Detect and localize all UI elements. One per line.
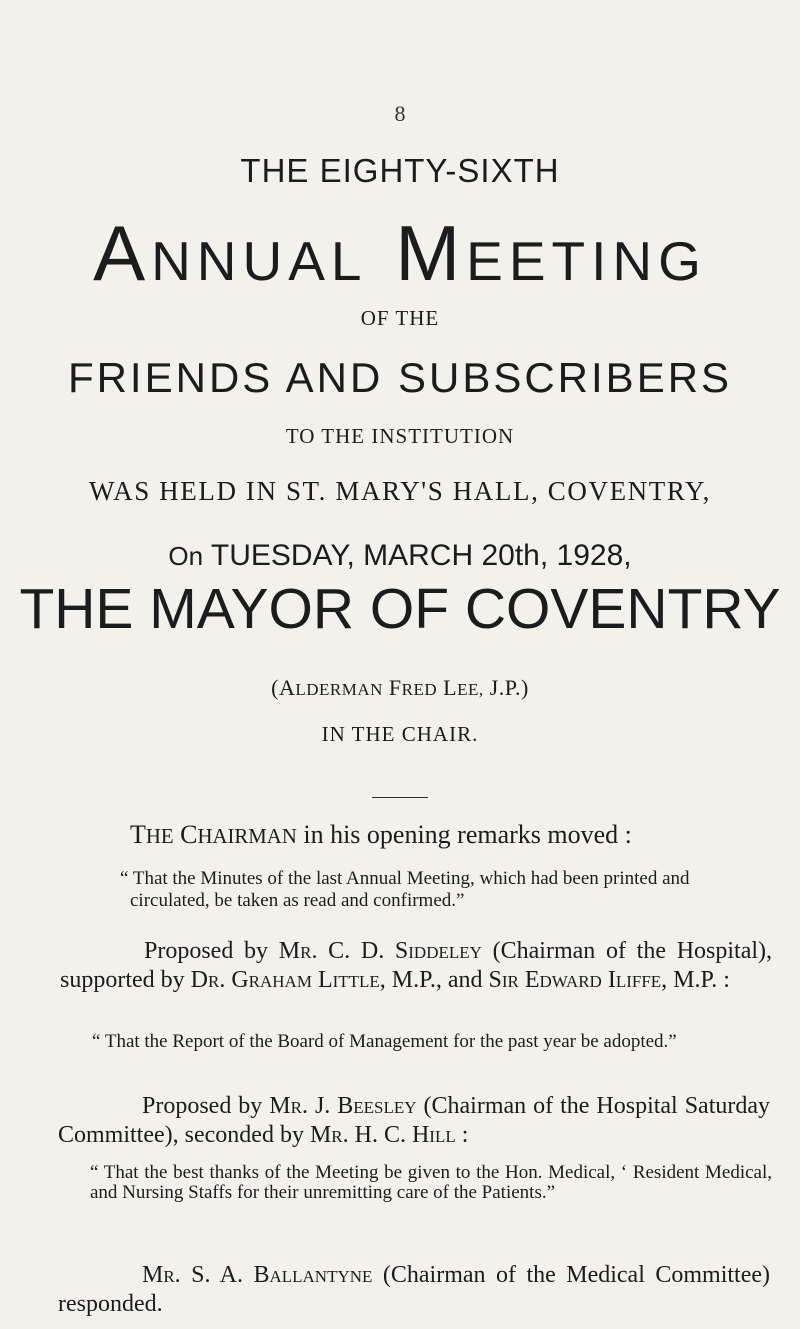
response-line (58, 1261, 770, 1319)
alderman-tail: J.P.) (489, 675, 529, 700)
page-number: 8 (394, 101, 406, 126)
alderman-rest: LDERMAN (295, 680, 383, 699)
chairman-hairman: HAIRMAN (197, 825, 297, 848)
proposal-report (60, 937, 772, 995)
heading-to-institution: TO THE INSTITUTION (285, 424, 515, 448)
heading-venue: WAS HELD IN ST. MARY'S HALL, COVENTRY, (89, 476, 711, 506)
prop2-role: (Chairman of the Hospital Saturday Committee), seconded by (58, 1093, 771, 1148)
heading-annual-meeting (0, 208, 800, 299)
prop1-supporter: Dr. Graham Little, M.P., (190, 967, 442, 993)
chair-title: THE MAYOR OF COVENTRY (19, 577, 781, 641)
fred-rest: RED (401, 680, 438, 699)
prop2-proposed: Proposed by (142, 1093, 263, 1119)
chairman-t: T (130, 820, 146, 849)
section-divider (372, 797, 428, 798)
prop2-colon: : (461, 1122, 469, 1148)
prop3-rest: (Chairman of the Medical Committee) responded. (58, 1262, 770, 1317)
chairman-he: HE (145, 825, 174, 848)
fred-f: F (388, 675, 402, 700)
meeting-date-on: On (168, 541, 204, 571)
prop1-supporter-2: Sir Edward Iliffe, M.P. (488, 967, 718, 993)
prop2-proposer: Mr. J. Beesley (269, 1093, 417, 1119)
prop1-proposed: Proposed by (144, 938, 269, 964)
motion-thanks-staff: “ That the best thanks of the Meeting be given to the Hon. Medical, ‘ Resident Medical, and Nursing Staffs for their unremitting care of the Patients.” (90, 1162, 772, 1203)
prop1-and: and (447, 967, 483, 993)
proposal-thanks (58, 1092, 770, 1150)
meeting-date-value: TUESDAY, MARCH 20th, 1928, (210, 539, 632, 572)
alderman-line (0, 675, 800, 701)
prop2-seconder: Mr. H. C. Hill (309, 1122, 456, 1148)
prop1-proposer: Mr. C. D. Siddeley (278, 938, 482, 964)
prop1-colon: : (723, 967, 730, 993)
heading-eighty-sixth: THE EIGHTY-SIXTH (240, 152, 560, 189)
heading-of-the: OF THE (360, 306, 440, 330)
alderman-open: ( (271, 675, 279, 700)
chairman-remarks-text: in his opening remarks moved : (303, 820, 632, 849)
motion-report-adopted: “ That the Report of the Board of Management for the past year be adopted.” (92, 1031, 677, 1052)
prop3-responder: Mr. S. A. Ballantyne (142, 1262, 373, 1288)
in-the-chair: IN THE CHAIR. (321, 722, 479, 746)
lee-rest: EE, (457, 680, 484, 699)
chairman-remarks-line (130, 820, 632, 850)
prop1-role: (Chairman of the Hospital), supported by (60, 938, 773, 993)
heading-friends-subscribers: FRIENDS AND SUBSCRIBERS (67, 354, 733, 401)
heading-annual-meeting-text: Annual Meeting (93, 209, 707, 297)
lee-l: L (443, 675, 458, 700)
motion-minutes: “ That the Minutes of the last Annual Meeting, which had been printed and circulated, be taken as read and confirmed.” (120, 868, 690, 911)
chairman-c: C (180, 820, 198, 849)
alderman-a: A (278, 675, 296, 700)
meeting-date (0, 539, 800, 573)
